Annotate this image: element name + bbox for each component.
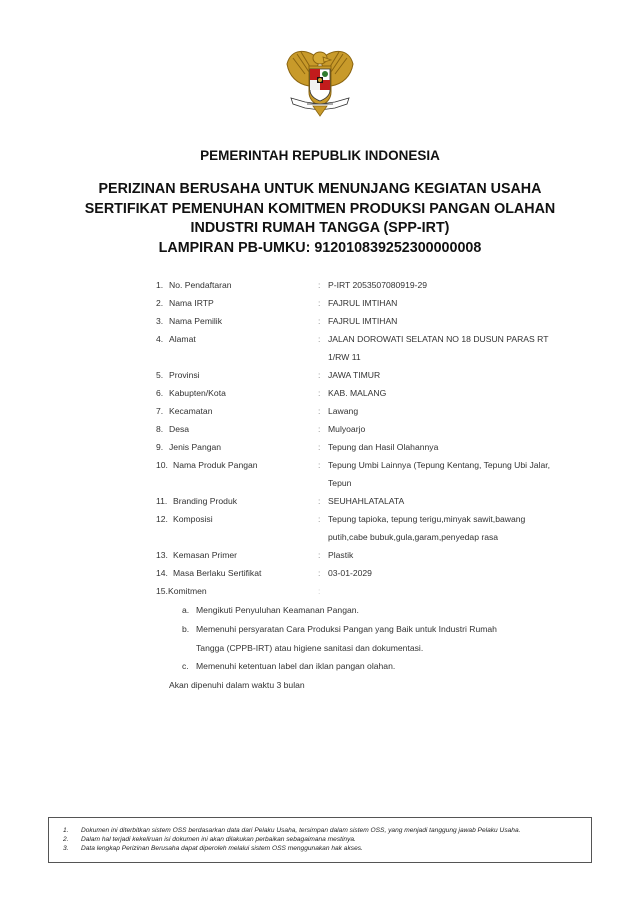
field-row-desa	[0, 424, 640, 436]
field-value: FAJRUL IMTIHAN	[328, 298, 398, 308]
field-row-nama-pemilik	[0, 316, 640, 328]
field-colon: :	[318, 406, 321, 416]
field-row-nama-irtp	[0, 298, 640, 310]
field-row-kabupaten-kota	[0, 388, 640, 400]
field-value: Tepung dan Hasil Olahannya	[328, 442, 439, 452]
government-title: PEMERINTAH REPUBLIK INDONESIA	[200, 148, 440, 163]
field-colon: :	[318, 298, 321, 308]
certificate-title	[0, 180, 640, 258]
field-number: 4.	[156, 334, 164, 344]
commitment-item-c	[0, 661, 640, 673]
commitment-item-b	[0, 624, 640, 636]
title-line-4-pb-umku: LAMPIRAN PB-UMKU: 912010839252300000008	[158, 239, 482, 256]
note-number: 1.	[63, 827, 69, 834]
commitment-letter: a.	[182, 605, 190, 615]
title-line-3: INDUSTRI RUMAH TANGGA (SPP-IRT)	[190, 220, 450, 236]
field-label: Kemasan Primer	[173, 550, 237, 560]
commitment-deadline: Akan dipenuhi dalam waktu 3 bulan	[169, 680, 305, 690]
field-colon: :	[318, 514, 321, 524]
field-row-branding-produk	[0, 496, 640, 508]
field-colon: :	[318, 280, 321, 290]
field-value: Lawang	[328, 406, 359, 416]
field-colon: :	[318, 442, 321, 452]
field-colon: :	[318, 460, 321, 470]
field-label: Kabupten/Kota	[169, 388, 226, 398]
title-line-2: SERTIFIKAT PEMENUHAN KOMITMEN PRODUKSI PANGAN OLAHAN	[84, 200, 556, 217]
note-text: Dalam hal terjadi kekeliruan isi dokumen ini akan dilakukan perbaikan sebagaimana mestinya.	[81, 836, 356, 843]
field-number: 1.	[156, 280, 164, 290]
field-number: 5.	[156, 370, 164, 380]
field-number: 2.	[156, 298, 164, 308]
field-colon: :	[318, 550, 321, 560]
field-number: 3.	[156, 316, 164, 326]
commitment-text: Mengikuti Penyuluhan Keamanan Pangan.	[196, 605, 359, 615]
field-number: 13.	[156, 550, 168, 560]
field-value-continuation: putih,cabe bubuk,gula,garam,penyedap rasa	[328, 532, 499, 542]
field-colon: :	[318, 568, 321, 578]
field-label: Desa	[169, 424, 190, 434]
field-label: Provinsi	[169, 370, 200, 380]
field-number: 7.	[156, 406, 164, 416]
field-value: Tepung Umbi Lainnya (Tepung Kentang, Tepung Ubi Jalar,	[328, 460, 550, 470]
note-text: Data lengkap Perizinan Berusaha dapat diperoleh melalui sistem OSS menggunakan hak akses.	[81, 845, 363, 852]
field-value-continuation: 1/RW 11	[328, 352, 361, 362]
field-label: Branding Produk	[173, 496, 238, 506]
field-number: 15.	[156, 586, 168, 596]
field-label: Nama IRTP	[169, 298, 214, 308]
commitment-letter: c.	[182, 661, 189, 671]
field-row-nama-produk-pangan	[0, 460, 640, 472]
field-number: 12.	[156, 514, 168, 524]
field-label: Kecamatan	[169, 406, 213, 416]
footer-notes-box	[48, 817, 592, 863]
field-value: Mulyoarjo	[328, 424, 366, 434]
field-label: Komposisi	[173, 514, 213, 524]
commitment-item-a	[0, 605, 640, 617]
title-line-1: PERIZINAN BERUSAHA UNTUK MENUNJANG KEGIATAN USAHA	[98, 181, 542, 197]
commitment-text: Memenuhi persyaratan Cara Produksi Pangan yang Baik untuk Industri Rumah	[196, 624, 497, 634]
field-number: 10.	[156, 460, 168, 470]
field-label: Nama Produk Pangan	[173, 460, 258, 470]
field-label: Nama Pemilik	[169, 316, 223, 326]
field-colon: :	[318, 586, 321, 596]
field-value: FAJRUL IMTIHAN	[328, 316, 398, 326]
field-row-provinsi	[0, 370, 640, 382]
commitment-text-continuation: Tangga (CPPB-IRT) atau higiene sanitasi dan dokumentasi.	[196, 643, 424, 653]
field-number: 11.	[156, 496, 168, 506]
field-label: Jenis Pangan	[169, 442, 222, 452]
field-row-masa-berlaku	[0, 568, 640, 580]
field-value: JALAN DOROWATI SELATAN NO 18 DUSUN PARAS RT	[328, 334, 549, 344]
field-row-komitmen	[0, 586, 640, 598]
field-colon: :	[318, 334, 321, 344]
field-value: 03-01-2029	[328, 568, 372, 578]
field-value: P-IRT 2053507080919-29	[328, 280, 428, 290]
field-row-kemasan-primer	[0, 550, 640, 562]
field-row-no-pendaftaran	[0, 280, 640, 292]
field-colon: :	[318, 496, 321, 506]
field-value: Plastik	[328, 550, 354, 560]
field-colon: :	[318, 370, 321, 380]
field-value: KAB. MALANG	[328, 388, 387, 398]
field-number: 9.	[156, 442, 164, 452]
field-value: JAWA TIMUR	[328, 370, 381, 380]
field-label: Alamat	[169, 334, 196, 344]
field-colon: :	[318, 316, 321, 326]
field-colon: :	[318, 424, 321, 434]
field-number: 14.	[156, 568, 168, 578]
field-number: 6.	[156, 388, 164, 398]
commitment-text: Memenuhi ketentuan label dan iklan pangan olahan.	[196, 661, 396, 671]
note-text: Dokumen ini diterbitkan sistem OSS berdasarkan data dari Pelaku Usaha, tersimpan dalam sistem OSS, yang menjadi tanggung jawab Pelaku Usaha.	[81, 827, 521, 834]
field-colon: :	[318, 388, 321, 398]
field-label: No. Pendaftaran	[169, 280, 232, 290]
commitment-letter: b.	[182, 624, 190, 634]
garuda-emblem-icon	[285, 42, 355, 118]
field-row-alamat	[0, 334, 640, 346]
note-number: 3.	[63, 845, 69, 852]
field-value: Tepung tapioka, tepung terigu,minyak sawit,bawang	[328, 514, 526, 524]
field-row-kecamatan	[0, 406, 640, 418]
field-value-continuation: Tepun	[328, 478, 352, 488]
field-row-jenis-pangan	[0, 442, 640, 454]
field-value: SEUHAHLATALATA	[328, 496, 405, 506]
field-label: Masa Berlaku Sertifikat	[173, 568, 262, 578]
note-number: 2.	[63, 836, 69, 843]
field-row-komposisi	[0, 514, 640, 526]
field-number: 8.	[156, 424, 164, 434]
commitment-item-b-continuation	[0, 643, 640, 655]
field-label: Komitmen	[168, 586, 207, 596]
